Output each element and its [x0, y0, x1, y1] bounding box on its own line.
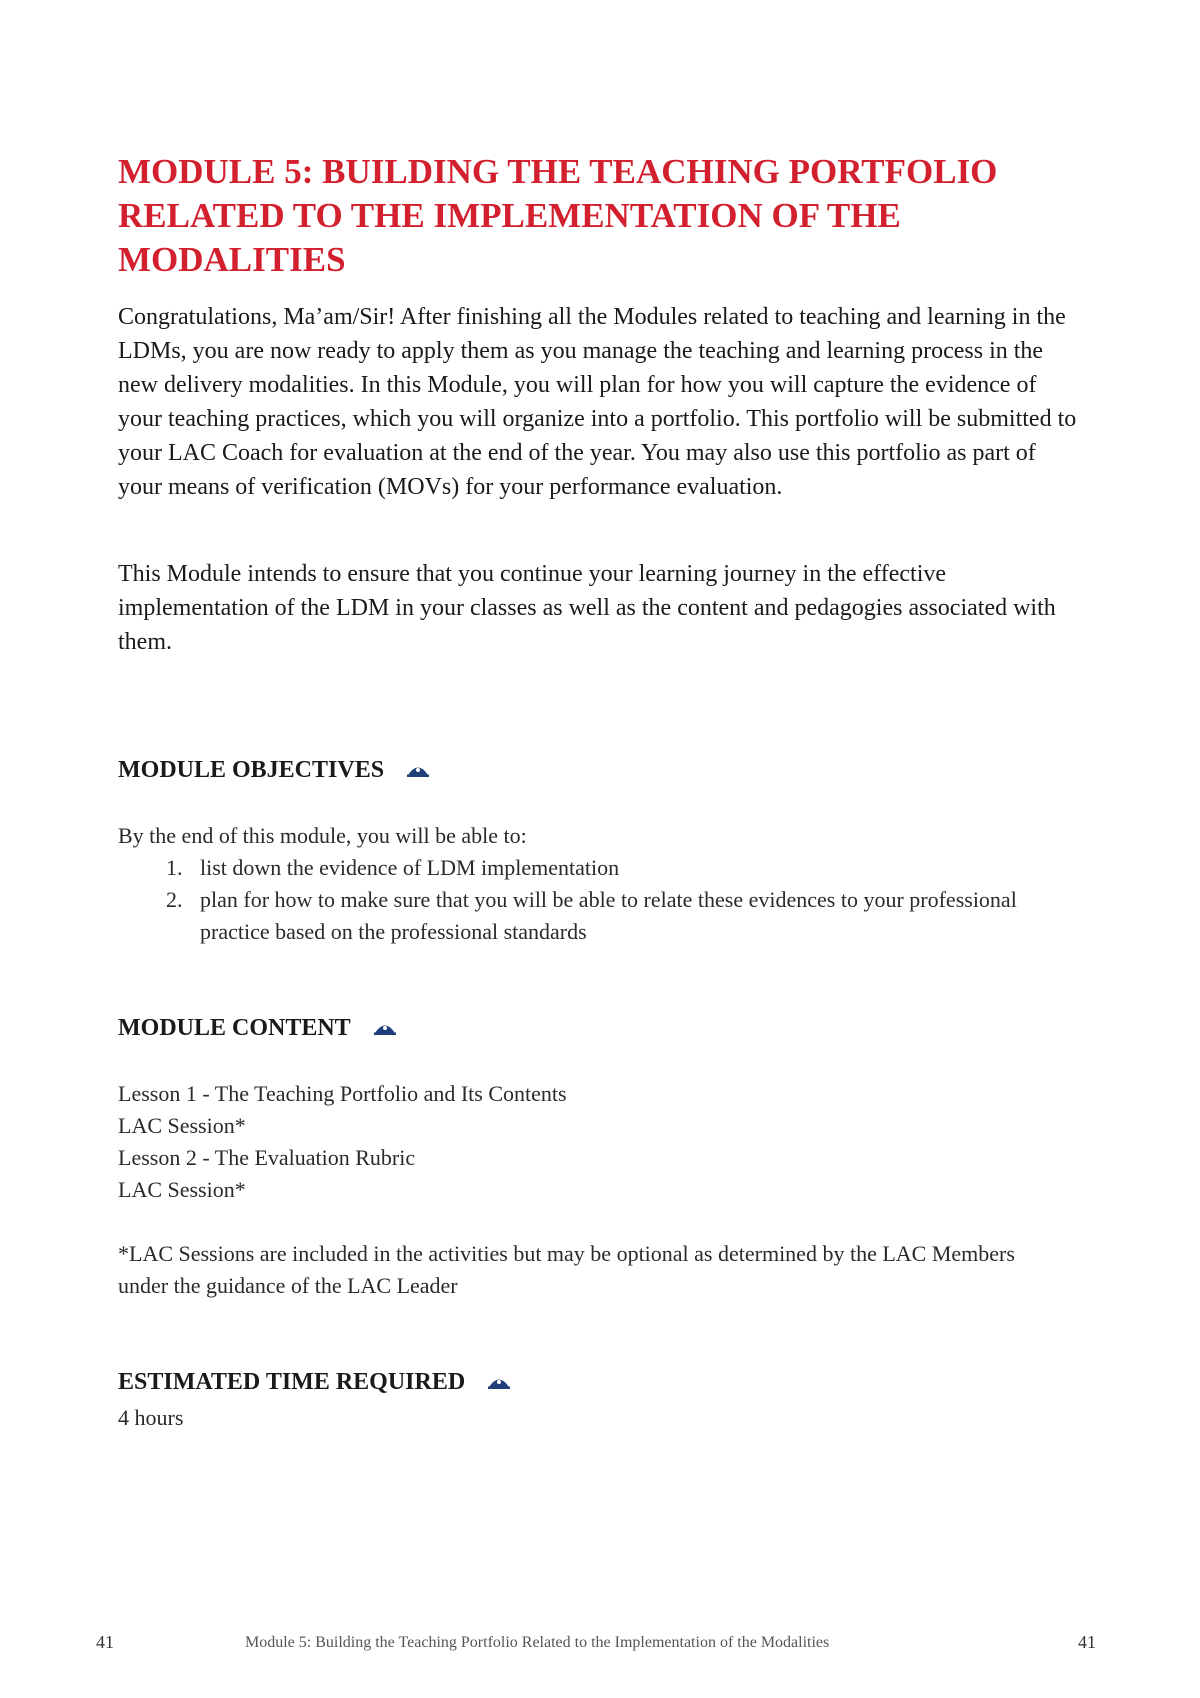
list-item-number: 1.	[166, 855, 183, 880]
objectives-heading-label: MODULE OBJECTIVES	[118, 757, 385, 783]
hat-icon	[373, 1020, 397, 1036]
intro-paragraph-1: Congratulations, Ma’am/Sir! After finishing all the Modules related to teaching and learning in the LDMs, you are now ready to apply them as you manage the teaching and learning process in the new delivery modalities. In this Module, you will plan for how you will capture the evidence of your teaching practices, which you will organize into a portfolio. This portfolio will be submitted to your LAC Coach for evaluation at the end of the year. You may also use this portfolio as part of your means of verification (MOVs) for your performance evaluation.	[118, 304, 1077, 500]
hat-icon	[487, 1374, 511, 1390]
list-item-number: 2.	[166, 887, 183, 912]
page-footer	[0, 1632, 1200, 1662]
list-item	[118, 884, 1018, 948]
objectives-intro: By the end of this module, you will be able to:	[118, 823, 527, 848]
list-item: Lesson 1 - The Teaching Portfolio and Its Contents	[118, 1081, 567, 1106]
hat-icon	[406, 762, 430, 778]
list-item: Lesson 2 - The Evaluation Rubric	[118, 1145, 416, 1170]
time-heading-label: ESTIMATED TIME REQUIRED	[118, 1369, 466, 1395]
page-number-right: 41	[1078, 1632, 1096, 1652]
list-item-text: plan for how to make sure that you will be able to relate these evidences to your professional practice based on the professional standards	[200, 887, 1017, 944]
list-item-text: list down the evidence of LDM implementation	[200, 855, 620, 880]
objectives-list	[118, 852, 1018, 948]
list-item: LAC Session*	[118, 1177, 246, 1202]
footer-text: Module 5: Building the Teaching Portfolio Related to the Implementation of the Modalities	[245, 1634, 830, 1651]
page-number-left: 41	[96, 1632, 114, 1652]
time-heading	[118, 1367, 511, 1397]
objectives-heading	[118, 755, 430, 785]
list-item	[118, 852, 1018, 884]
list-item: LAC Session*	[118, 1113, 246, 1138]
lac-session-note: *LAC Sessions are included in the activities but may be optional as determined by the LAC Members under the guidance of the LAC Leader	[118, 1241, 1015, 1298]
content-heading	[118, 1013, 397, 1043]
intro-paragraph-2: This Module intends to ensure that you continue your learning journey in the effective implementation of the LDM in your classes as well as the content and pedagogies associated with them.	[118, 561, 1056, 655]
content-list	[118, 1078, 567, 1206]
content-heading-label: MODULE CONTENT	[118, 1015, 351, 1041]
time-value: 4 hours	[118, 1405, 184, 1430]
page-title: MODULE 5: BUILDING THE TEACHING PORTFOLIO RELATED TO THE IMPLEMENTATION OF THE MODALITIES	[118, 152, 998, 279]
